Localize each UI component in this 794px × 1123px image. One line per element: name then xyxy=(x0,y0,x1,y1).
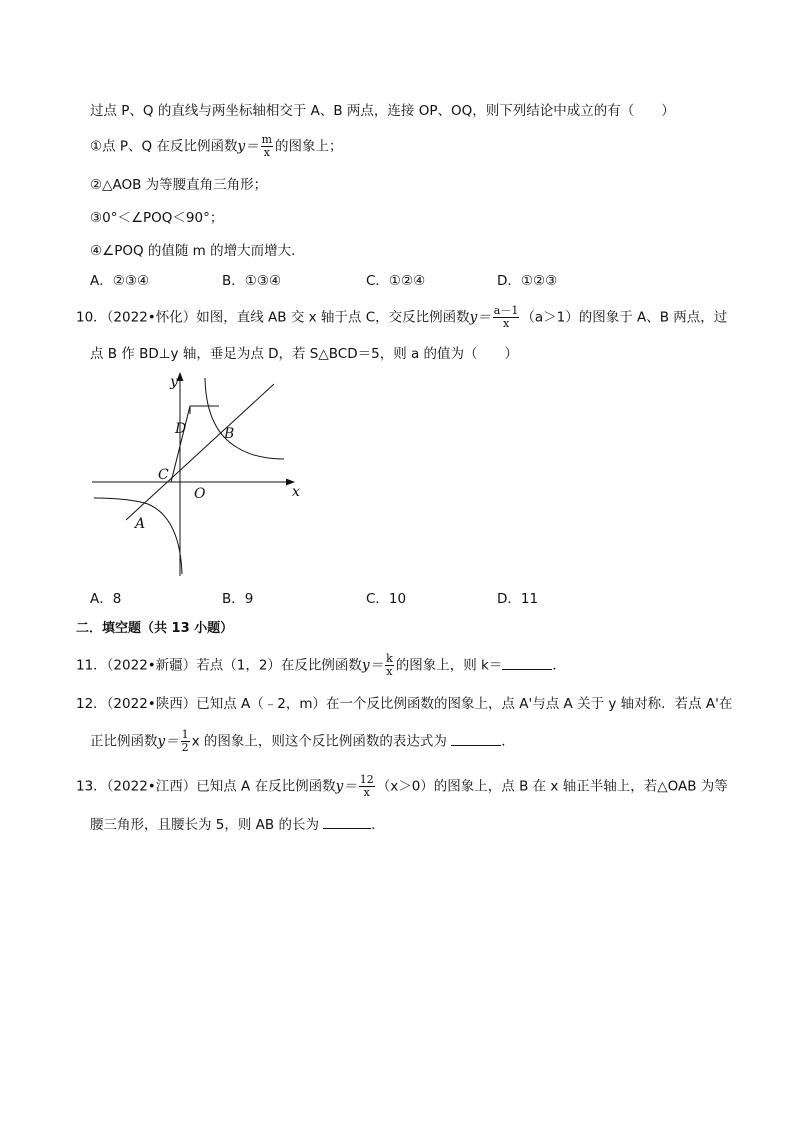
q9-option-d: D．①②③ xyxy=(497,273,558,289)
q11-answer-blank[interactable] xyxy=(502,657,552,670)
q11-line xyxy=(76,653,566,678)
q9-s1-y: y＝ xyxy=(237,138,259,155)
q12-line-1: 12．（2022•陕西）已知点 A（﹣2，m）在一个反比例函数的图象上，点 A'与点 A 关于 y 轴对称．若点 A'在 xyxy=(76,696,733,712)
q9-s1-pre: ①点 P、Q 在反比例函数 xyxy=(90,138,238,155)
q12-fraction xyxy=(181,729,190,754)
q9-stem: 过点 P、Q 的直线与两坐标轴相交于 A、B 两点，连接 OP、OQ，则下列结论中成立的有（ ） xyxy=(90,103,675,119)
q10-figure xyxy=(88,370,318,580)
q9-option-c: C．①②④ xyxy=(366,273,426,289)
q13-end: ． xyxy=(371,817,385,833)
q10-option-c: C．10 xyxy=(366,591,407,607)
q9-statement-1 xyxy=(90,134,343,159)
q10-line-2: 点 B 作 BD⊥y 轴，垂足为点 D，若 S△BCD＝5，则 a 的值为（ ） xyxy=(90,346,519,362)
q9-s1-num: m xyxy=(261,133,273,146)
q12-end: ． xyxy=(501,733,515,750)
label-o: O xyxy=(194,486,206,502)
q10-pre: 10．（2022•怀化）如图，直线 AB 交 x 轴于点 C，交反比例函数 xyxy=(76,309,470,326)
q9-s1-post: 的图象上； xyxy=(275,138,343,155)
q11-fraction xyxy=(385,653,394,678)
q11-y: y＝ xyxy=(361,657,384,674)
q11-post: 的图象上，则 k＝ xyxy=(395,657,503,674)
q10-fraction xyxy=(493,305,520,330)
q11-den: x xyxy=(386,665,393,678)
q13-den: x xyxy=(363,786,370,799)
q12-line-2 xyxy=(90,729,515,754)
label-a: A xyxy=(135,516,146,532)
q9-statement-2: ②△AOB 为等腰直角三角形； xyxy=(90,177,268,193)
q10-num: a－1 xyxy=(493,304,519,317)
hyperbola-branch-upper xyxy=(205,378,284,459)
label-c: C xyxy=(158,467,169,483)
q10-option-d: D．11 xyxy=(497,591,539,607)
label-x: x xyxy=(292,484,300,500)
q11-num: k xyxy=(386,652,393,665)
q10-post: （a＞1）的图象于 A、B 两点，过 xyxy=(521,309,728,326)
q9-s1-fraction xyxy=(261,134,273,159)
q10-line-1 xyxy=(76,305,727,330)
q13-post: （x＞0）的图象上，点 B 在 x 轴正半轴上，若△OAB 为等 xyxy=(376,778,728,795)
q12-pre: 正比例函数 xyxy=(90,733,158,750)
q13-y: y＝ xyxy=(335,778,357,795)
q13-answer-blank[interactable] xyxy=(323,816,371,829)
q10-option-b: B．9 xyxy=(222,591,254,607)
q12-answer-blank[interactable] xyxy=(451,733,501,746)
q10-y: y＝ xyxy=(469,309,491,326)
q12-post: x 的图象上，则这个反比例函数的表达式为 xyxy=(191,733,447,750)
q13-fraction xyxy=(359,774,375,799)
q11-pre: 11．（2022•新疆）若点（1，2）在反比例函数 xyxy=(76,657,362,674)
q12-den: 2 xyxy=(181,741,189,754)
q9-s1-den: x xyxy=(263,146,270,159)
q13-line-1 xyxy=(76,774,728,799)
q13-line-2 xyxy=(90,815,385,835)
q10-den: x xyxy=(502,317,510,330)
section-title: 二．填空题（共 13 小题） xyxy=(76,621,234,636)
q12-y: y＝ xyxy=(157,733,179,750)
q13-line2-text: 腰三角形，且腰长为 5，则 AB 的长为 xyxy=(90,817,319,833)
q11-end: ． xyxy=(552,657,566,674)
q9-option-a: A．②③④ xyxy=(90,273,150,289)
q12-num: 1 xyxy=(181,728,189,741)
q9-option-b: B．①③④ xyxy=(222,273,282,289)
q9-statement-3: ③0°＜∠POQ＜90°； xyxy=(90,210,224,226)
label-y: y xyxy=(170,374,178,390)
q13-num: 12 xyxy=(359,773,374,786)
q13-pre: 13．（2022•江西）已知点 A 在反比例函数 xyxy=(76,778,336,795)
q10-option-a: A．8 xyxy=(90,591,122,607)
label-d: D xyxy=(175,421,187,437)
label-b: B xyxy=(224,426,235,442)
q9-statement-4: ④∠POQ 的值随 m 的增大而增大． xyxy=(90,243,305,259)
